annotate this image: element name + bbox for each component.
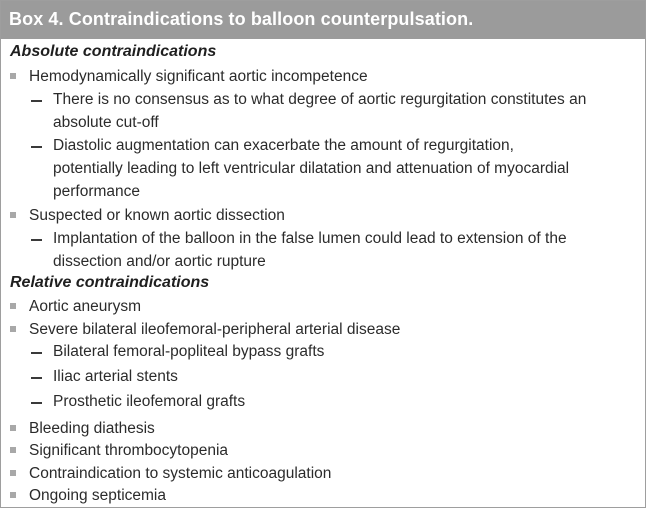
relative-item-1: Aortic aneurysm <box>29 298 141 315</box>
relative-item-4: Significant thrombocytopenia <box>29 442 229 459</box>
bullet-square-icon <box>10 492 16 498</box>
box-header <box>1 1 645 39</box>
bullet-dash-icon <box>31 377 42 379</box>
bullet-square-icon <box>10 470 16 476</box>
relative-subitem-2-3: Prosthetic ileofemoral grafts <box>53 393 246 410</box>
relative-item-2: Severe bilateral ileofemoral-peripheral arterial disease <box>29 321 401 338</box>
bullet-dash-icon <box>31 352 42 354</box>
bullet-dash-icon <box>31 402 42 404</box>
absolute-item-1: Hemodynamically significant aortic incompetence <box>29 68 368 85</box>
bullet-square-icon <box>10 303 16 309</box>
absolute-subitem-1-2: Diastolic augmentation can exacerbate the amount of regurgitation, potentially leading to left ventricular dilatation and attenuation of myocardial performance <box>53 137 570 200</box>
bullet-square-icon <box>10 447 16 453</box>
absolute-subitem-2-1: Implantation of the balloon in the false lumen could lead to extension of the dissection and/or aortic rupture <box>53 230 567 270</box>
box-title: Box 4. Contraindications to balloon counterpulsation. <box>9 9 474 29</box>
relative-item-5: Contraindication to systemic anticoagulation <box>29 465 332 482</box>
bullet-dash-icon <box>31 146 42 148</box>
absolute-item-2: Suspected or known aortic dissection <box>29 207 285 224</box>
bullet-square-icon <box>10 326 16 332</box>
relative-subitem-2-2: Iliac arterial stents <box>53 368 178 385</box>
relative-item-6: Ongoing septicemia <box>29 487 166 504</box>
bullet-square-icon <box>10 212 16 218</box>
absolute-heading: Absolute contraindications <box>10 43 217 60</box>
relative-item-3: Bleeding diathesis <box>29 420 155 437</box>
bullet-dash-icon <box>31 100 42 102</box>
relative-subitem-2-1: Bilateral femoral-popliteal bypass grafts <box>53 343 325 360</box>
bullet-square-icon <box>10 425 16 431</box>
bullet-square-icon <box>10 73 16 79</box>
relative-heading: Relative contraindications <box>10 274 210 291</box>
absolute-subitem-1-1: There is no consensus as to what degree of aortic regurgitation constitutes an absolute cut-off <box>53 91 587 131</box>
bullet-dash-icon <box>31 239 42 241</box>
